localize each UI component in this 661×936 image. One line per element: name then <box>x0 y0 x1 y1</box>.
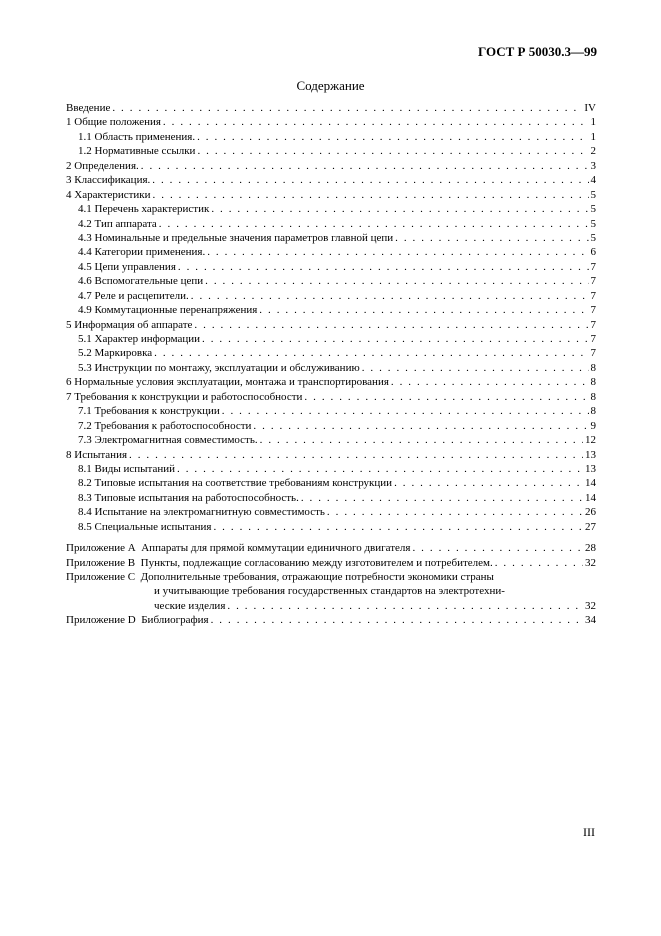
dot-leader <box>194 318 588 332</box>
toc-entry-page: 14 <box>585 491 596 504</box>
toc-entry-label: 7 Требования к конструкции и работоспособности <box>66 390 303 403</box>
appendix-title-line: Аппараты для прямой коммутации единичного двигателя <box>141 542 411 555</box>
toc-entry-page: 5 <box>590 231 596 244</box>
toc-entry-label: 4.5 Цепи управления <box>78 260 176 273</box>
toc-entry[interactable] <box>66 115 596 129</box>
toc-entry[interactable] <box>66 274 596 288</box>
toc-entry[interactable] <box>66 476 596 490</box>
dot-leader <box>211 202 588 216</box>
toc-entry[interactable] <box>66 404 596 418</box>
toc-entry-label <box>66 541 410 555</box>
appendix-prefix: Приложение B <box>66 556 136 569</box>
toc-entry-page: 28 <box>585 542 596 555</box>
dot-leader <box>152 173 588 187</box>
toc-entry-label: 8.4 Испытание на электромагнитную совместимость <box>78 506 325 519</box>
toc-entry-label: 3 Классификация. <box>66 174 151 187</box>
toc-entry[interactable] <box>66 375 596 389</box>
toc-entry[interactable] <box>66 433 596 447</box>
toc-entry-page: 32 <box>585 599 596 612</box>
toc-entry[interactable] <box>66 289 596 303</box>
toc-entry-page: 5 <box>590 188 596 201</box>
table-of-contents <box>66 101 596 628</box>
dot-leader <box>495 556 583 570</box>
dot-leader <box>202 332 588 346</box>
toc-entry-page: 9 <box>590 419 596 432</box>
toc-entry[interactable] <box>66 130 596 144</box>
toc-entry[interactable] <box>66 303 596 317</box>
toc-entry-label: 4.3 Номинальные и предельные значения параметров главной цепи <box>78 231 394 244</box>
toc-entry-page: 14 <box>585 477 596 490</box>
toc-entry[interactable] <box>66 217 596 231</box>
toc-entry-label: 1 Общие положения <box>66 116 161 129</box>
dot-leader <box>362 361 589 375</box>
toc-entry-label: 8.3 Типовые испытания на работоспособность. <box>78 491 299 504</box>
appendix-title-line: и учитывающие требования государственных стандартов на электротехни- <box>154 585 505 598</box>
appendix-prefix: Приложение C <box>66 571 136 583</box>
appendix-title-line: Библиография <box>141 614 209 627</box>
toc-entry-label <box>66 556 493 570</box>
document-code: ГОСТ Р 50030.3—99 <box>478 44 597 59</box>
dot-leader <box>304 390 588 404</box>
toc-entry-page: 5 <box>590 203 596 216</box>
toc-entry-page: 7 <box>590 304 596 317</box>
toc-entry-label: 7.2 Требования к работоспособности <box>78 419 252 432</box>
toc-entry-page: 12 <box>585 434 596 447</box>
toc-entry-page: 7 <box>590 289 596 302</box>
dot-leader <box>112 101 582 115</box>
toc-entry-label: 4.4 Категории применения. <box>78 246 206 259</box>
toc-entry-label: 8.1 Виды испытаний <box>78 462 175 475</box>
toc-entry[interactable] <box>66 159 596 173</box>
appendix-prefix: Приложение D <box>66 614 136 627</box>
dot-leader <box>207 245 588 259</box>
toc-entry-page: 8 <box>590 390 596 403</box>
toc-entry-label: 5.3 Инструкции по монтажу, эксплуатации и обслуживанию <box>78 361 360 374</box>
toc-entry-page: 7 <box>590 260 596 273</box>
toc-entry[interactable] <box>66 361 596 375</box>
toc-entry-label: 1.2 Нормативные ссылки <box>78 145 196 158</box>
dot-leader <box>391 375 589 389</box>
toc-entry-label: 5.2 Маркировка <box>78 347 153 360</box>
toc-entry-label: 7.1 Требования к конструкции <box>78 405 220 418</box>
section-gap <box>66 534 596 541</box>
toc-entry-page: 2 <box>590 145 596 158</box>
toc-entry[interactable] <box>66 173 596 187</box>
toc-entry-label: 4 Характеристики <box>66 188 151 201</box>
dot-leader <box>260 433 583 447</box>
toc-entry-label: 7.3 Электромагнитная совместимость. <box>78 434 258 447</box>
toc-entry-label: 4.7 Реле и расцепители. <box>78 289 189 302</box>
toc-entry[interactable] <box>66 556 596 570</box>
dot-leader <box>154 346 588 360</box>
toc-entry-page: 13 <box>585 448 596 461</box>
toc-entry[interactable] <box>66 584 596 598</box>
toc-entry[interactable] <box>66 318 596 332</box>
dot-leader <box>197 144 588 158</box>
toc-entry-page: 7 <box>590 275 596 288</box>
toc-entry-label <box>66 570 494 584</box>
toc-entry-page: 8 <box>590 376 596 389</box>
dot-leader <box>222 404 589 418</box>
toc-entry-page: 1 <box>590 116 596 129</box>
toc-entry-page: 32 <box>585 556 596 569</box>
toc-entry-label: 6 Нормальные условия эксплуатации, монтажа и транспортирования <box>66 376 389 389</box>
dot-leader <box>141 159 589 173</box>
toc-entry-label: 1.1 Область применения. <box>78 130 196 143</box>
toc-entry-page: 3 <box>590 159 596 172</box>
dot-leader <box>159 217 589 231</box>
toc-entry-page: 6 <box>590 246 596 259</box>
dot-leader <box>327 505 583 519</box>
toc-entry-page: 7 <box>590 318 596 331</box>
dot-leader <box>191 289 589 303</box>
toc-entry[interactable] <box>66 491 596 505</box>
toc-entry[interactable] <box>66 101 596 115</box>
appendix-title-line: Дополнительные требования, отражающие потребности экономики страны <box>140 571 494 583</box>
toc-entry[interactable] <box>66 245 596 259</box>
toc-entry[interactable] <box>66 202 596 216</box>
toc-entry-label: 2 Определения. <box>66 159 139 172</box>
toc-entry-label: 4.2 Тип аппарата <box>78 217 157 230</box>
toc-entry-page: 5 <box>590 217 596 230</box>
toc-entry-page: 1 <box>590 130 596 143</box>
toc-entry[interactable] <box>66 599 596 613</box>
toc-entry[interactable] <box>66 419 596 433</box>
toc-entry-page: IV <box>584 102 596 114</box>
toc-entry-label: 8 Испытания <box>66 448 128 461</box>
dot-leader <box>227 599 583 613</box>
dot-leader <box>213 520 583 534</box>
dot-leader <box>163 115 589 129</box>
appendix-title-line: ческие изделия <box>154 599 226 612</box>
toc-entry-label: 8.5 Специальные испытания <box>78 520 212 533</box>
toc-entry[interactable] <box>66 505 596 519</box>
toc-entry-page: 4 <box>590 174 596 187</box>
toc-entry[interactable] <box>66 520 596 534</box>
dot-leader <box>394 476 583 490</box>
toc-entry[interactable] <box>66 332 596 346</box>
dot-leader <box>253 419 588 433</box>
dot-leader <box>197 130 588 144</box>
dot-leader <box>301 491 583 505</box>
toc-entry-page: 13 <box>585 462 596 475</box>
toc-entry[interactable] <box>66 570 596 584</box>
toc-entry[interactable] <box>66 260 596 274</box>
toc-entry-label: 5 Информация об аппарате <box>66 318 193 331</box>
appendix-prefix: Приложение A <box>66 542 136 555</box>
toc-entry-label <box>66 613 209 627</box>
toc-entry[interactable] <box>66 462 596 476</box>
toc-entry-page: 27 <box>585 520 596 533</box>
toc-entry[interactable] <box>66 448 596 462</box>
toc-entry-page: 26 <box>585 506 596 519</box>
toc-entry[interactable] <box>66 144 596 158</box>
toc-entry-page: 34 <box>585 614 596 627</box>
toc-entry[interactable] <box>66 613 596 627</box>
toc-title: Содержание <box>296 78 365 93</box>
dot-leader <box>129 448 583 462</box>
toc-entry-label: 4.6 Вспомогательные цепи <box>78 275 204 288</box>
dot-leader <box>178 260 589 274</box>
toc-entry[interactable] <box>66 541 596 555</box>
toc-entry-page: 8 <box>590 405 596 418</box>
toc-entry-label: 4.9 Коммутационные перенапряжения <box>78 304 258 317</box>
toc-entry-page: 8 <box>590 361 596 374</box>
toc-entry-label: 4.1 Перечень характеристик <box>78 203 210 216</box>
toc-entry-page: 7 <box>590 333 596 345</box>
toc-entry[interactable] <box>66 188 596 202</box>
dot-leader <box>395 231 588 245</box>
toc-entry[interactable] <box>66 231 596 245</box>
toc-entry[interactable] <box>66 346 596 360</box>
dot-leader <box>211 613 583 627</box>
dot-leader <box>177 462 583 476</box>
dot-leader <box>205 274 588 288</box>
dot-leader <box>412 541 583 555</box>
toc-entry-label: 8.2 Типовые испытания на соответствие требованиям конструкции <box>78 477 393 490</box>
toc-entry-page: 7 <box>590 347 596 360</box>
toc-entry-label: Введение <box>66 102 111 114</box>
page-number: III <box>583 825 595 839</box>
toc-entry-label: 5.1 Характер информации <box>78 333 201 345</box>
appendix-title-line: Пункты, подлежащие согласованию между изготовителем и потребителем. <box>140 556 493 569</box>
dot-leader <box>153 188 589 202</box>
dot-leader <box>259 303 588 317</box>
toc-entry[interactable] <box>66 390 596 404</box>
